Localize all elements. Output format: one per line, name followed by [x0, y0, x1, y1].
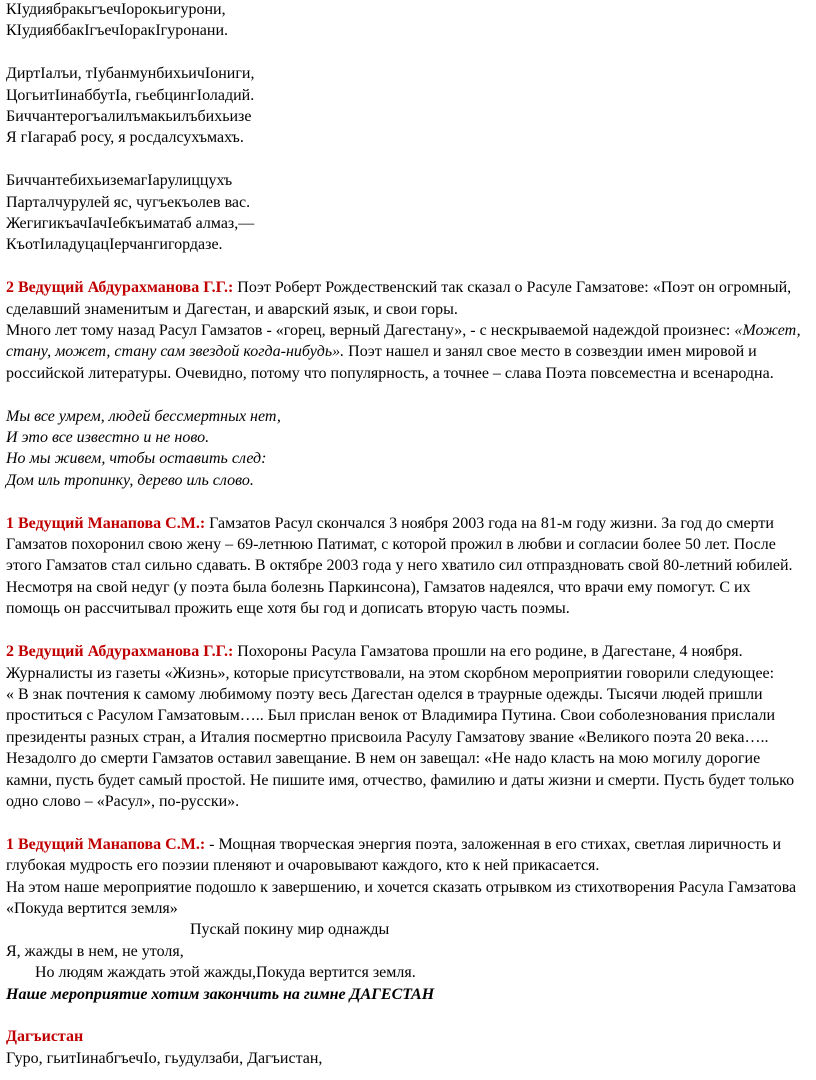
poem-line: ЦогьитIинаббутIа, гьебцингIоладий.: [6, 86, 255, 104]
speaker-block-4: [6, 834, 806, 1005]
paragraph: Незадолго до смерти Гамзатов оставил завещание. В нем он завещал: «Не надо класть на мою могилу дорогие камни, пусть будет самый простой. Не пишите имя, отчество, фамилию и даты жизни и смерти. Пусть будет только одно слово – «Расул», по-русски».: [6, 750, 795, 810]
poem-line: КъотIиладуцацIерчангигордазе.: [6, 236, 223, 254]
paragraph-text: Поэт нашел и занял свое место в созвездии имен мировой и российской литературы. Очевидно, потому что популярность, а точнее – слава Поэта повсеместна и всенародна.: [6, 343, 774, 382]
anthem-section: [6, 1026, 806, 1069]
paragraph-text: Гамзатов Расул скончался 3 ноября 2003 года на 81-м году жизни. За год до смерти Гамзатов похоронил свою жену – 69-летнюю Патимат, с которой прожил в любви и согласии более 50 лет. После этого Гамзатов стал сильно сдавать. В октябре 2003 года у него хватило сил отпраздновать свой 80-летний юбилей. Несмотря на свой недуг (у поэта была болезнь Паркинсона), Гамзатов надеялся, что врачи ему помогут. С их помощь он рассчитывал прожить еще хотя бы год и дописать вторую часть поэмы.: [6, 514, 793, 618]
poem-line: Мы все умрем, людей бессмертных нет,: [6, 407, 281, 425]
anthem-title: Дагъистан: [6, 1028, 84, 1046]
speaker-block-2: [6, 513, 806, 620]
paragraph-text: Поэт Роберт Рождественский так сказал о Расуле Гамзатове: «Поэт он огромный, сделавший знаменитым и Дагестан, и аварский язык, и свои горы.: [6, 279, 792, 318]
document-page: [6, 0, 806, 1069]
speaker-label: 2 Ведущий Абдурахманова Г.Г.:: [6, 279, 234, 297]
speaker-block-1: [6, 277, 806, 384]
paragraph: « В знак почтения к самому любимому поэту весь Дагестан оделся в траурные одежды. Тысячи людей пришли проститься с Расулом Гамзатовым….. Был прислан венок от Владимира Путина. Свои соболезнования прислали президенты разных стран, а Италия посмертно присвоила Расулу Гамзатову звание «Великого поэта 20 века…..: [6, 685, 776, 746]
poem-stanza-2: [6, 63, 806, 149]
poem-line: И это все известно и не ново.: [6, 429, 210, 447]
paragraph: [6, 513, 806, 620]
poem-line: ДиртIалъи, тIубанмунбихьичIониги,: [6, 65, 255, 83]
verse-line: Но людям жаждать этой жажды,Покуда вертится земля.: [35, 964, 416, 982]
poem-line: Парталчурулей яс, чугъекъолев вас.: [6, 193, 251, 211]
paragraph: [6, 834, 806, 877]
paragraph-text: Много лет тому назад Расул Гамзатов - «горец, верный Дагестану», - с нескрываемой надеждой произнес:: [6, 322, 735, 340]
paragraph: [6, 277, 806, 320]
paragraph: [6, 641, 806, 684]
poem-line: Биччантерогъалилъмакьилъбихьизе: [6, 108, 252, 126]
speaker-label: 1 Ведущий Манапова С.М.:: [6, 835, 206, 853]
poem-line: БиччантебихьиземагIарулиццухъ: [6, 172, 233, 190]
speaker-label: 2 Ведущий Абдурахманова Г.Г.:: [6, 643, 234, 661]
poem-line: Но мы живем, чтобы оставить след:: [6, 450, 267, 468]
closing-statement: Наше мероприятие хотим закончить на гимне ДАГЕСТАН: [6, 985, 435, 1003]
poem-stanza-1: [6, 0, 806, 42]
poem-line: ЖегигикъачIачIебкъиматаб алмаз,—: [6, 215, 255, 233]
speaker-block-3: [6, 641, 806, 812]
poem-stanza-3: [6, 170, 806, 256]
paragraph: [6, 320, 806, 384]
poem-line: Я гIагараб росу, я росдалсухъмахъ.: [6, 129, 244, 147]
anthem-line: Гуро, гьитIинабгъечIо, гьудулзаби, Дагъистан,: [6, 1049, 323, 1067]
verse-line: Я, жажды в нем, не утоля,: [6, 942, 184, 960]
paragraph: На этом наше мероприятие подошло к завершению, и хочется сказать отрывком из стихотворения Расула Гамзатова «Покуда вертится земля»: [6, 878, 797, 917]
verse-line: Пускай покину мир однажды: [190, 921, 390, 939]
paragraph-text: - Мощная творческая энергия поэта, заложенная в его стихах, светлая лиричность и глубокая мудрость его поэзии пленяют и очаровывают каждого, кто к ней прикасается.: [6, 835, 782, 875]
poem-italic: [6, 406, 806, 492]
poem-line: КIудияббакIгъечIоракIгуронани.: [6, 22, 229, 40]
paragraph-text: Похороны Расула Гамзатова прошли на его родине, в Дагестане, 4 ноября. Журналисты из газеты «Жизнь», которые присутствовали, на этом скорбном мероприятии говорили следующее:: [6, 643, 775, 682]
poem-line: Дом иль тропинку, дерево иль слово.: [6, 471, 254, 489]
quote-text: «Может, стану, может, стану сам звездой когда-нибудь».: [6, 322, 801, 361]
poem-line: КIудиябракьгъечIорокьигурони,: [6, 1, 226, 18]
speaker-label: 1 Ведущий Манапова С.М.:: [6, 514, 206, 532]
